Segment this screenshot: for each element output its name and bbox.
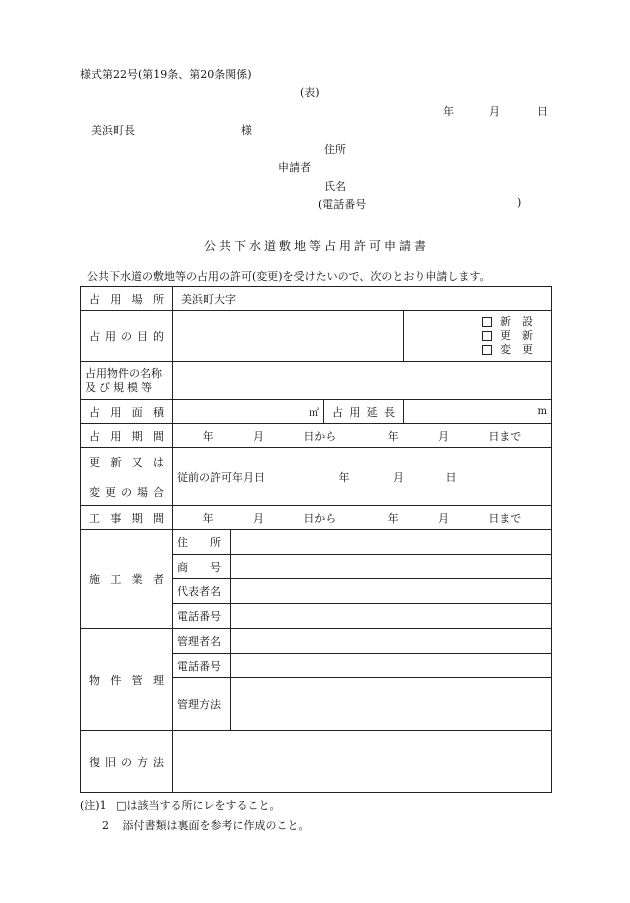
purpose-value[interactable] <box>173 311 404 362</box>
label-restore: 復 旧 の 方 法 <box>81 731 173 793</box>
row-place <box>81 287 552 311</box>
row-mgmt-1 <box>81 629 552 654</box>
contractor-rep-value[interactable] <box>231 579 552 604</box>
label-place-text: 占 用 場 所 <box>89 292 164 306</box>
intro-sentence: 公共下水道の敷地等の占用の許可(変更)を受けたいので、次のとおり申請します。 <box>87 270 491 283</box>
mgmt-phone-label: 電話番号 <box>173 654 231 678</box>
checkbox-change[interactable]: 変 更 <box>408 343 533 357</box>
label-place <box>81 287 173 311</box>
label-change: 更 新 又 は 変 更 の 場 合 <box>81 448 173 506</box>
contractor-address-label: 住 所 <box>173 530 231 555</box>
label-area: 占 用 面 積 <box>81 400 173 424</box>
row-area <box>81 400 552 424</box>
length-value[interactable] <box>404 400 552 424</box>
contractor-trade-name-label: 商 号 <box>173 555 231 579</box>
applicant-label: 申請者 <box>278 161 311 174</box>
checkbox-new[interactable]: 新 設 <box>408 315 533 329</box>
length-unit: m <box>537 406 547 417</box>
mgmt-manager-value[interactable] <box>231 629 552 654</box>
object-value[interactable] <box>173 362 552 400</box>
checkbox-icon <box>482 345 492 355</box>
row-work <box>81 506 552 530</box>
label-period: 占 用 期 間 <box>81 424 173 448</box>
date-day: 日 <box>537 105 548 118</box>
checkbox-icon <box>482 331 492 341</box>
restore-value[interactable] <box>173 731 552 793</box>
label-length: 占 用 延 長 <box>324 400 404 424</box>
row-change <box>81 448 552 506</box>
work-value[interactable] <box>173 506 552 530</box>
change-value[interactable]: 従前の許可年月日 年 月 日 <box>173 448 552 506</box>
address-label: 住所 <box>324 143 346 156</box>
form-number: 様式第22号(第19条、第20条関係) <box>80 68 252 81</box>
contractor-trade-name-value[interactable] <box>231 555 552 579</box>
place-value[interactable]: 美浜町大字 <box>173 287 552 311</box>
label-contractor: 施 工 業 者 <box>81 530 173 629</box>
period-value[interactable] <box>173 424 552 448</box>
checkbox-renew[interactable]: 更 新 <box>408 329 533 343</box>
work-to: 年 月 日まで <box>387 511 522 525</box>
label-purpose: 占 用 の 目 的 <box>81 311 173 362</box>
contractor-phone-label: 電話番号 <box>173 604 231 629</box>
addressee-honorific: 様 <box>241 124 252 137</box>
phone-close: ) <box>517 196 522 209</box>
work-from: 年 月 日から <box>202 511 337 525</box>
mgmt-manager-label: 管理者名 <box>173 629 231 654</box>
date-month: 月 <box>489 105 500 118</box>
period-from: 年 月 日から <box>202 429 337 443</box>
row-purpose <box>81 311 552 362</box>
mgmt-method-value[interactable] <box>231 678 552 731</box>
date-year: 年 <box>443 105 454 118</box>
row-contractor-1 <box>81 530 552 555</box>
document-title: 公共下水道敷地等占用許可申請書 <box>204 239 430 253</box>
label-work: 工 事 期 間 <box>81 506 173 530</box>
row-period <box>81 424 552 448</box>
addressee: 美浜町長 <box>91 124 135 137</box>
prev-permit-label: 従前の許可年月日 <box>177 470 265 484</box>
mgmt-method-label: 管理方法 <box>173 678 231 731</box>
period-to: 年 月 日まで <box>387 429 522 443</box>
phone-label: (電話番号 <box>318 198 367 211</box>
contractor-phone-value[interactable] <box>231 604 552 629</box>
label-mgmt: 物 件 管 理 <box>81 629 173 731</box>
checkbox-icon <box>482 317 492 327</box>
front-side-mark: (表) <box>300 86 320 99</box>
note-1: (注)1 □は該当する所にレをすること。 <box>80 799 281 812</box>
name-label: 氏名 <box>324 180 346 193</box>
note-2: 2 添付書類は裏面を参考に作成のこと。 <box>102 819 310 832</box>
area-unit: ㎡ <box>309 408 319 419</box>
contractor-address-value[interactable] <box>231 530 552 555</box>
mgmt-phone-value[interactable] <box>231 654 552 678</box>
row-object <box>81 362 552 400</box>
purpose-checkboxes <box>404 311 552 362</box>
label-object: 占用物件の名称 及び規模等 <box>81 362 173 400</box>
area-value[interactable] <box>173 400 324 424</box>
row-restore <box>81 731 552 793</box>
contractor-rep-label: 代表者名 <box>173 579 231 604</box>
application-table <box>80 286 552 793</box>
